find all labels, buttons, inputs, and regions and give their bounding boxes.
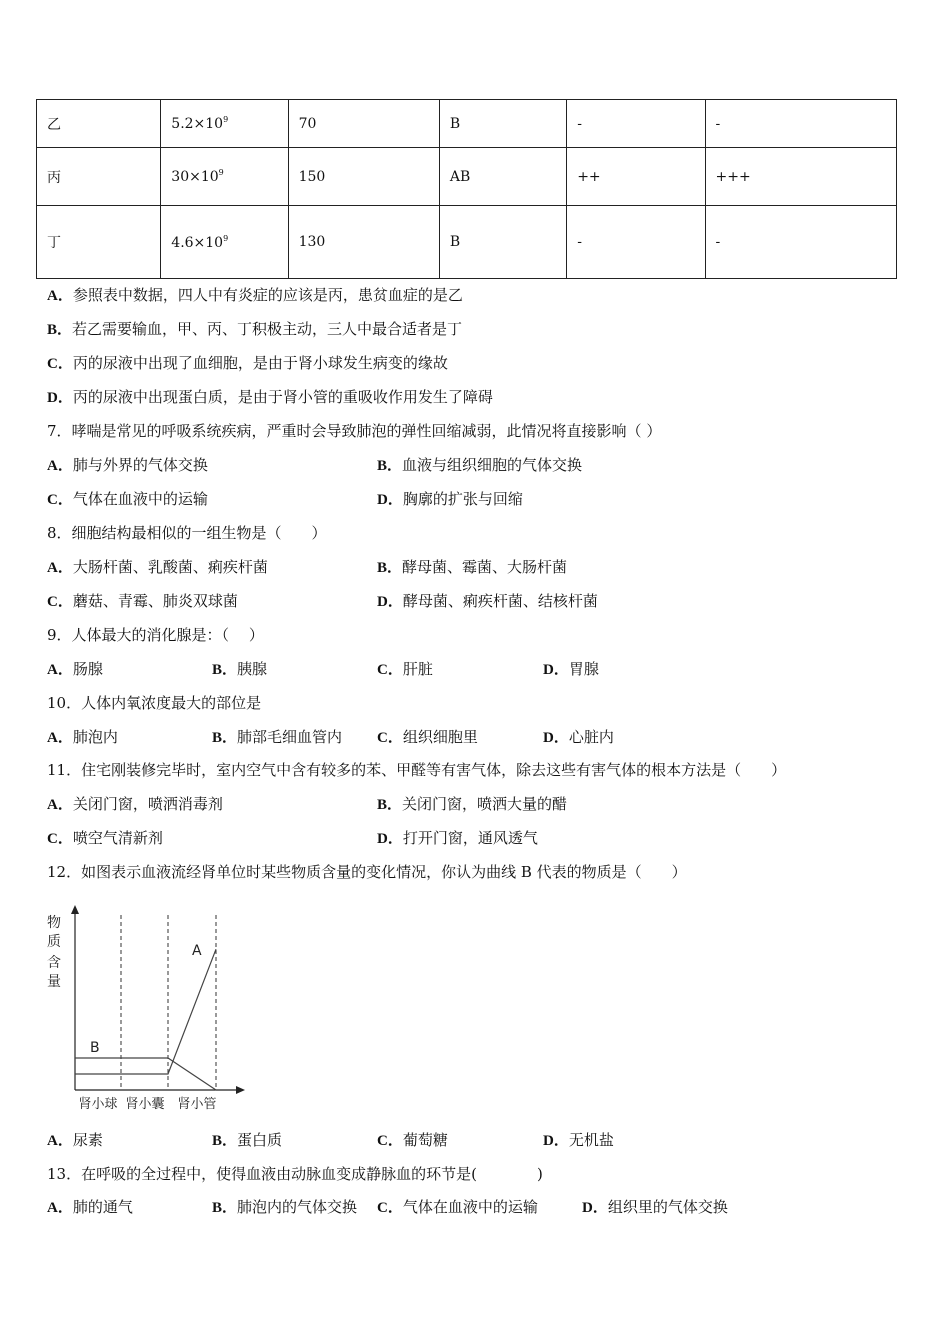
q9-option-c: C．肝脏 [377,660,433,678]
y-axis-label-char: 物 [47,915,61,931]
y-axis-label [47,914,61,990]
table-cell: 丁 [37,206,161,279]
y-axis-label-char: 质 [47,934,61,950]
table-cell: B [439,206,566,279]
q11-option-d: D．打开门窗，通风透气 [377,829,538,847]
q12-option-a: A．尿素 [47,1131,103,1149]
q6-option-a: A．参照表中数据，四人中有炎症的应该是丙，患贫血症的是乙 [47,286,463,304]
q13-option-a: A．肺的通气 [47,1198,133,1216]
table-cell: ++ [567,148,705,206]
q10-option-c: C．组织细胞里 [377,728,478,746]
blood-test-table [36,99,897,279]
q7-stem: 7．哮喘是常见的呼吸系统疾病，严重时会导致肺泡的弹性回缩减弱，此情况将直接影响（ ） [47,422,662,440]
q8-stem: 8．细胞结构最相似的一组生物是（ ） [47,524,327,542]
q7-option-c: C．气体在血液中的运输 [47,490,208,508]
q10-option-b: B．肺部毛细血管内 [212,728,343,746]
q10-stem: 10．人体内氧浓度最大的部位是 [47,694,262,712]
table-cell: - [705,206,897,279]
q11-stem: 11．住宅刚装修完毕时，室内空气中含有较多的苯、甲醛等有害气体，除去这些有害气体的根本方法是（ ） [47,761,787,779]
x-tick-label: 肾小球 [78,1097,118,1112]
q8-option-b: B．酵母菌、霉菌、大肠杆菌 [377,558,568,576]
table-cell: AB [439,148,566,206]
table-cell: 70 [288,100,439,148]
y-axis-label-char: 含 [47,955,61,971]
table-cell: - [705,100,897,148]
x-tick-label: 肾小囊 [125,1097,165,1112]
q8-option-d: D．酵母菌、痢疾杆菌、结核杆菌 [377,592,598,610]
q11-option-a: A．关闭门窗，喷洒消毒剂 [47,795,223,813]
table-row [37,100,897,148]
table-cell: B [439,100,566,148]
q8-option-c: C．蘑菇、青霉、肺炎双球菌 [47,592,238,610]
q7-option-a: A．肺与外界的气体交换 [47,456,208,474]
q9-option-b: B．胰腺 [212,660,268,678]
q8-option-a: A．大肠杆菌、乳酸菌、痢疾杆菌 [47,558,268,576]
table-cell: - [567,100,705,148]
table-cell: 乙 [37,100,161,148]
q12-option-c: C．葡萄糖 [377,1131,448,1149]
table-cell: $5.2\times 10^9$ [161,100,288,148]
q6-option-d: D．丙的尿液中出现蛋白质，是由于肾小管的重吸收作用发生了障碍 [47,388,493,406]
q7-option-b: B．血液与组织细胞的气体交换 [377,456,583,474]
q10-option-a: A．肺泡内 [47,728,118,746]
q13-option-b: B．肺泡内的气体交换 [212,1198,358,1216]
q12-option-b: B．蛋白质 [212,1131,283,1149]
kidney-substance-chart [40,905,260,1120]
table-row [37,206,897,279]
table-cell: - [567,206,705,279]
table-cell: $4.6\times 10^9$ [161,206,288,279]
q10-option-d: D．心脏内 [543,728,614,746]
q13-option-c: C．气体在血液中的运输 [377,1198,538,1216]
table-cell: +++ [705,148,897,206]
q9-option-a: A．肠腺 [47,660,103,678]
table-cell: 150 [288,148,439,206]
y-axis-label-char: 量 [47,974,61,990]
q11-option-b: B．关闭门窗，喷洒大量的醋 [377,795,568,813]
q12-option-d: D．无机盐 [543,1131,614,1149]
q13-option-d: D．组织里的气体交换 [582,1198,728,1216]
q9-stem: 9．人体最大的消化腺是：（ ） [47,626,264,644]
table-cell: 丙 [37,148,161,206]
y-axis-arrow [71,905,79,914]
q7-option-d: D．胸廓的扩张与回缩 [377,490,523,508]
q12-stem: 12．如图表示血液流经肾单位时某些物质含量的变化情况，你认为曲线 B 代表的物质是（ ） [47,863,687,881]
x-tick-label: 肾小管 [177,1097,217,1112]
q11-option-c: C．喷空气清新剂 [47,829,163,847]
table-cell: $30\times 10^9$ [161,148,288,206]
q13-stem: 13．在呼吸的全过程中，使得血液由动脉血变成静脉血的环节是( ) [47,1165,543,1183]
q6-option-c: C．丙的尿液中出现了血细胞，是由于肾小球发生病变的缘故 [47,354,448,372]
q9-option-d: D．胃腺 [543,660,599,678]
table-row [37,148,897,206]
series-b-label: B [90,1040,100,1056]
q6-option-b: B．若乙需要输血，甲、丙、丁积极主动，三人中最合适者是丁 [47,320,463,338]
x-axis-arrow [236,1086,245,1094]
series-a-label: A [192,943,202,959]
table-cell: 130 [288,206,439,279]
